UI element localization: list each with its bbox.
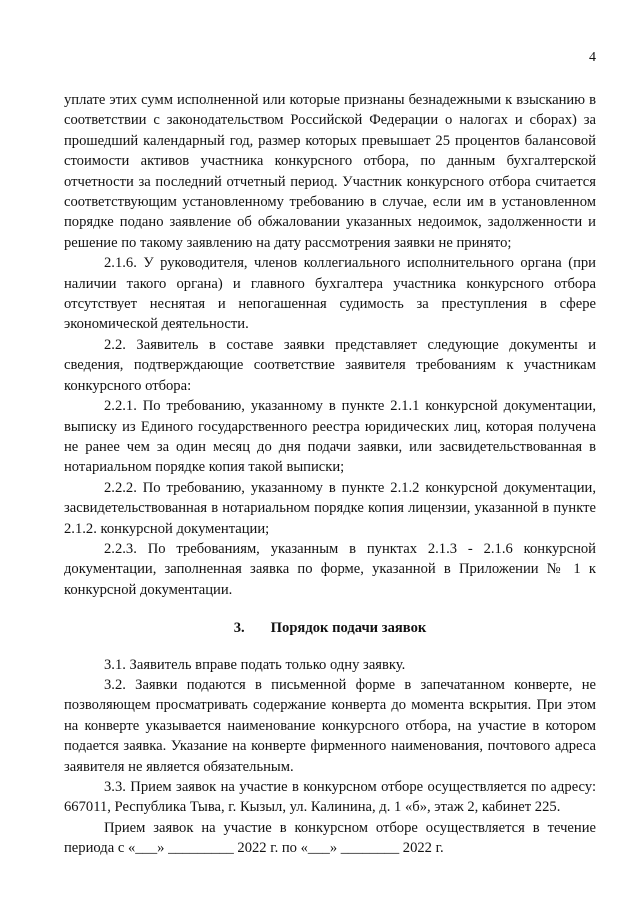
- paragraph-2-1-6: 2.1.6. У руководителя, членов коллегиального исполнительного органа (при наличии такого органа) и главного бухгалтера участника конкурсного отбора отсутствует неснятая и непогашенная судимость за преступления в сфере экономической деятельности.: [64, 255, 596, 333]
- paragraph-3-1: 3.1. Заявитель вправе подать только одну заявку.: [104, 656, 406, 673]
- paragraph-3-2: 3.2. Заявки подаются в письменной форме в запечатанном конверте, не позволяющем просматривать содержание конверта до момента вскрытия. При этом на конверте указывается наименование конкурсного отбора, на участие в котором подается заявка. Указание на конверте фирменного наименования, почтового адреса заявителя не является обязательным.: [64, 676, 596, 775]
- paragraph-continuation: уплате этих сумм исполненной или которые признаны безнадежными к взысканию в соответствии с законодательством Российской Федерации о налогах и сборах) за прошедший календарный год, размер которых превышает 25 процентов балансовой стоимости активов участника конкурсного отбора, по данным бухгалтерской отчетности за последний отчетный период. Участник конкурсного отбора считается соответствующим установленному требованию в случае, если им в установленном порядке подано заявление об обжаловании указанных недоимок, задолженности и решение по такому заявлению на дату рассмотрения заявки не принято;: [64, 92, 596, 251]
- paragraph-2-2-3: 2.2.3. По требованиям, указанным в пунктах 2.1.3 - 2.1.6 конкурсной документации, заполненная заявка по форме, указанной в Приложении № 1 к конкурсной документации.: [64, 540, 596, 598]
- paragraph-2-2-1: 2.2.1. По требованию, указанному в пункте 2.1.1 конкурсной документации, выписку из Единого государственного реестра юридических лиц, которая получена не ранее чем за один месяц до дня подачи заявки, или засвидетельствованная в нотариальном порядке копия такой выписки;: [64, 398, 596, 476]
- page-number: 4: [589, 50, 596, 65]
- section-title: Порядок подачи заявок: [270, 620, 427, 637]
- paragraph-2-2-2: 2.2.2. По требованию, указанному в пункте 2.1.2 конкурсной документации, засвидетельствованная в нотариальном порядке копия лицензии, указанной в пункте 2.1.2. конкурсной документации;: [64, 479, 596, 537]
- section-number: 3.: [233, 620, 245, 637]
- paragraph-2-2: 2.2. Заявитель в составе заявки представляет следующие документы и сведения, подтверждающие соответствие заявителя требованиям к участникам конкурсного отбора:: [64, 336, 596, 394]
- section-heading: [64, 618, 596, 638]
- document-body: [64, 90, 596, 859]
- paragraph-3-3: 3.3. Прием заявок на участие в конкурсном отборе осуществляется по адресу: 667011, Республика Тыва, г. Кызыл, ул. Калинина, д. 1 «б», этаж 2, кабинет 225.: [64, 779, 596, 816]
- paragraph-3-3-period: Прием заявок на участие в конкурсном отборе осуществляется в течение периода с «___» _________ 2022 г. по «___» ________ 2022 г.: [64, 819, 596, 857]
